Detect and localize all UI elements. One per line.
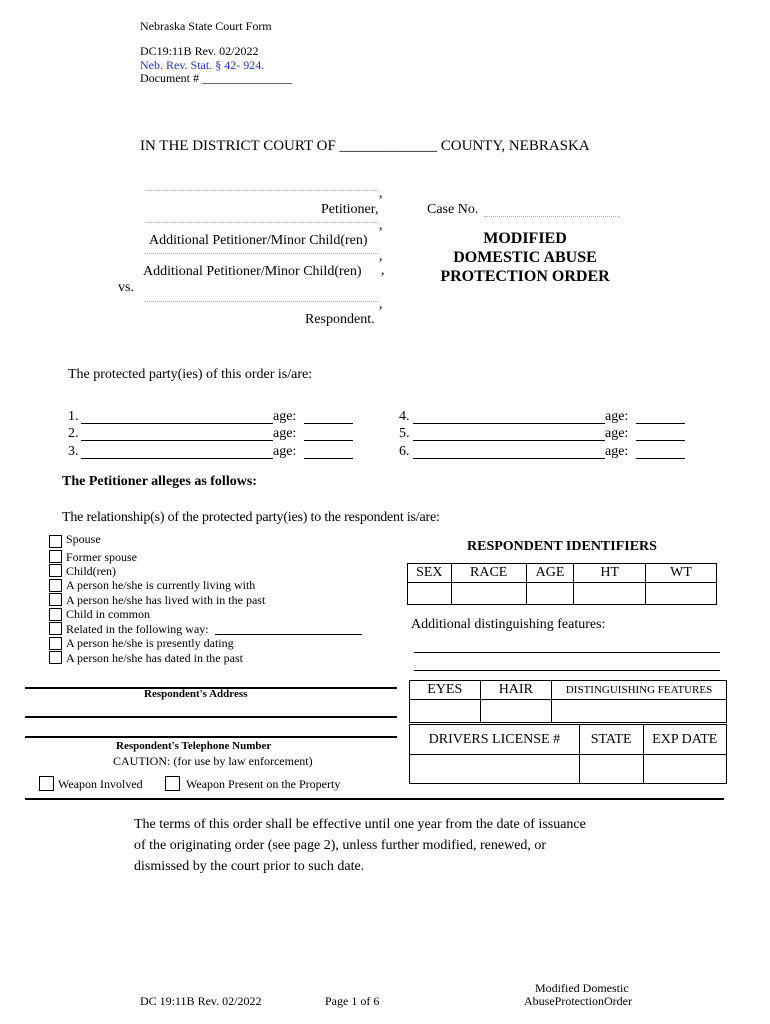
versus-label: vs. bbox=[118, 280, 134, 295]
license-exp-date-field[interactable] bbox=[643, 755, 726, 784]
respondent-address-field[interactable] bbox=[25, 716, 397, 718]
related-way-field[interactable] bbox=[215, 634, 362, 635]
eyes-field[interactable] bbox=[410, 700, 481, 723]
party-6-name-field[interactable] bbox=[413, 458, 605, 459]
terms-line-1: The terms of this order shall be effective until one year from the date of issuance bbox=[134, 817, 586, 832]
caption-comma: , bbox=[379, 186, 383, 201]
relationship-checkbox-children[interactable] bbox=[49, 564, 62, 577]
relationship-intro: The relationship(s) of the protected party(ies) to the respondent is/are: bbox=[62, 510, 440, 525]
terms-line-2: of the originating order (see page 2), unless further modified, renewed, or bbox=[134, 838, 547, 853]
relationship-checkbox-related[interactable] bbox=[49, 622, 62, 635]
weapon-involved-label: Weapon Involved bbox=[58, 777, 143, 791]
petitioner-name-line[interactable] bbox=[145, 190, 378, 191]
relationship-label: A person he/she is currently living with bbox=[66, 578, 256, 592]
relationship-checkbox-dated-past[interactable] bbox=[49, 651, 62, 664]
additional-features-line-2[interactable] bbox=[414, 670, 720, 671]
party-4-age-field[interactable] bbox=[636, 423, 685, 424]
footer-page-number: Page 1 of 6 bbox=[325, 994, 380, 1008]
age-label: age: bbox=[273, 409, 297, 424]
respondent-label: Respondent. bbox=[305, 312, 375, 327]
column-header: HT bbox=[574, 564, 646, 583]
relationship-checkbox-living-with[interactable] bbox=[49, 579, 62, 592]
additional-features-label: Additional distinguishing features: bbox=[411, 617, 606, 632]
party-number: 3. bbox=[68, 444, 79, 459]
relationship-label: Child in common bbox=[66, 607, 150, 621]
column-header: WT bbox=[646, 564, 717, 583]
addl-petitioner-1-line[interactable] bbox=[145, 222, 378, 223]
case-number-field[interactable] bbox=[484, 216, 620, 217]
column-header: RACE bbox=[451, 564, 526, 583]
footer-revision: DC 19:11B Rev. 02/2022 bbox=[140, 994, 262, 1008]
footer-title-line2: AbuseProtectionOrder bbox=[524, 994, 632, 1008]
column-header: HAIR bbox=[480, 681, 552, 700]
weight-field[interactable] bbox=[646, 583, 717, 605]
party-1-age-field[interactable] bbox=[304, 423, 353, 424]
order-title-line1: MODIFIED bbox=[483, 230, 567, 247]
column-header: EYES bbox=[410, 681, 481, 700]
respondent-name-line[interactable] bbox=[145, 301, 378, 302]
race-field[interactable] bbox=[451, 583, 526, 605]
relationship-label: A person he/she is presently dating bbox=[66, 636, 234, 650]
caption-comma: , bbox=[379, 249, 383, 264]
relationship-checkbox-child-in-common[interactable] bbox=[49, 608, 62, 621]
allegations-heading: The Petitioner alleges as follows: bbox=[62, 474, 257, 489]
terms-line-3: dismissed by the court prior to such date. bbox=[134, 859, 365, 874]
weapon-present-label: Weapon Present on the Property bbox=[186, 777, 341, 791]
age-label: age: bbox=[605, 409, 629, 424]
party-number: 6. bbox=[399, 444, 410, 459]
party-5-name-field[interactable] bbox=[413, 440, 605, 441]
weapon-present-checkbox[interactable] bbox=[165, 776, 180, 791]
column-header: AGE bbox=[526, 564, 574, 583]
party-6-age-field[interactable] bbox=[636, 458, 685, 459]
additional-features-line-1[interactable] bbox=[414, 652, 720, 653]
caution-note: CAUTION: (for use by law enforcement) bbox=[113, 754, 313, 768]
party-5-age-field[interactable] bbox=[636, 440, 685, 441]
petitioner-label: Petitioner, bbox=[321, 202, 379, 217]
age-field[interactable] bbox=[526, 583, 574, 605]
section-divider bbox=[25, 798, 724, 800]
party-3-name-field[interactable] bbox=[81, 458, 273, 459]
statute-link[interactable]: Neb. Rev. Stat. § 42- 924. bbox=[140, 58, 265, 72]
form-revision: DC19:11B Rev. 02/2022 bbox=[140, 44, 259, 58]
respondent-phone-label: Respondent's Telephone Number bbox=[116, 740, 272, 752]
column-header: SEX bbox=[408, 564, 452, 583]
identifiers-heading: RESPONDENT IDENTIFIERS bbox=[467, 539, 657, 554]
party-4-name-field[interactable] bbox=[413, 423, 605, 424]
column-header: EXP DATE bbox=[643, 725, 726, 755]
respondent-phone-field[interactable] bbox=[25, 736, 397, 738]
drivers-license-field[interactable] bbox=[410, 755, 580, 784]
addl-petitioner-2-label: Additional Petitioner/Minor Child(ren) bbox=[143, 264, 362, 279]
relationship-label: Related in the following way: bbox=[66, 622, 209, 636]
order-title bbox=[420, 229, 630, 286]
party-2-name-field[interactable] bbox=[81, 440, 273, 441]
party-number: 4. bbox=[399, 409, 410, 424]
relationship-label: Spouse bbox=[66, 532, 101, 546]
age-label: age: bbox=[605, 444, 629, 459]
addl-petitioner-1-label: Additional Petitioner/Minor Child(ren) bbox=[149, 233, 368, 248]
footer-title-line1: Modified Domestic bbox=[535, 981, 629, 995]
addl-petitioner-2-line[interactable] bbox=[145, 253, 378, 254]
case-number-label: Case No. bbox=[427, 202, 479, 217]
age-label: age: bbox=[605, 426, 629, 441]
protected-parties-intro: The protected party(ies) of this order is/are: bbox=[68, 367, 313, 382]
relationship-label: A person he/she has dated in the past bbox=[66, 651, 243, 665]
hair-field[interactable] bbox=[480, 700, 552, 723]
caption-comma: , bbox=[379, 218, 383, 233]
weapon-involved-checkbox[interactable] bbox=[39, 776, 54, 791]
identifiers-table-1 bbox=[407, 563, 717, 605]
relationship-checkbox-spouse[interactable] bbox=[49, 535, 62, 548]
party-number: 2. bbox=[68, 426, 79, 441]
order-title-line2: DOMESTIC ABUSE bbox=[453, 249, 597, 266]
relationship-label: Child(ren) bbox=[66, 564, 116, 578]
relationship-checkbox-former-spouse[interactable] bbox=[49, 550, 62, 563]
party-1-name-field[interactable] bbox=[81, 423, 273, 424]
column-header: STATE bbox=[579, 725, 643, 755]
distinguishing-features-field[interactable] bbox=[552, 700, 727, 723]
identifiers-table-3 bbox=[409, 724, 727, 784]
caption-comma: , bbox=[381, 263, 385, 278]
form-name: Nebraska State Court Form bbox=[140, 19, 272, 33]
party-number: 5. bbox=[399, 426, 410, 441]
height-field[interactable] bbox=[574, 583, 646, 605]
sex-field[interactable] bbox=[408, 583, 452, 605]
relationship-label: A person he/she has lived with in the past bbox=[66, 593, 266, 607]
party-2-age-field[interactable] bbox=[304, 440, 353, 441]
identifiers-table-2 bbox=[409, 680, 727, 723]
court-heading: IN THE DISTRICT COURT OF _____________ COUNTY, NEBRASKA bbox=[140, 138, 590, 154]
relationship-checkbox-presently-dating[interactable] bbox=[49, 637, 62, 650]
caption-comma: , bbox=[379, 297, 383, 312]
party-number: 1. bbox=[68, 409, 79, 424]
party-3-age-field[interactable] bbox=[304, 458, 353, 459]
age-label: age: bbox=[273, 426, 297, 441]
column-header: DRIVERS LICENSE # bbox=[410, 725, 580, 755]
license-state-field[interactable] bbox=[579, 755, 643, 784]
column-header: DISTINGUISHING FEATURES bbox=[552, 681, 727, 700]
relationship-checkbox-lived-with[interactable] bbox=[49, 593, 62, 606]
document-number: Document # _______________ bbox=[140, 71, 292, 85]
age-label: age: bbox=[273, 444, 297, 459]
relationship-label: Former spouse bbox=[66, 550, 137, 564]
respondent-address-label: Respondent's Address bbox=[144, 688, 248, 700]
order-title-line3: PROTECTION ORDER bbox=[440, 268, 610, 285]
